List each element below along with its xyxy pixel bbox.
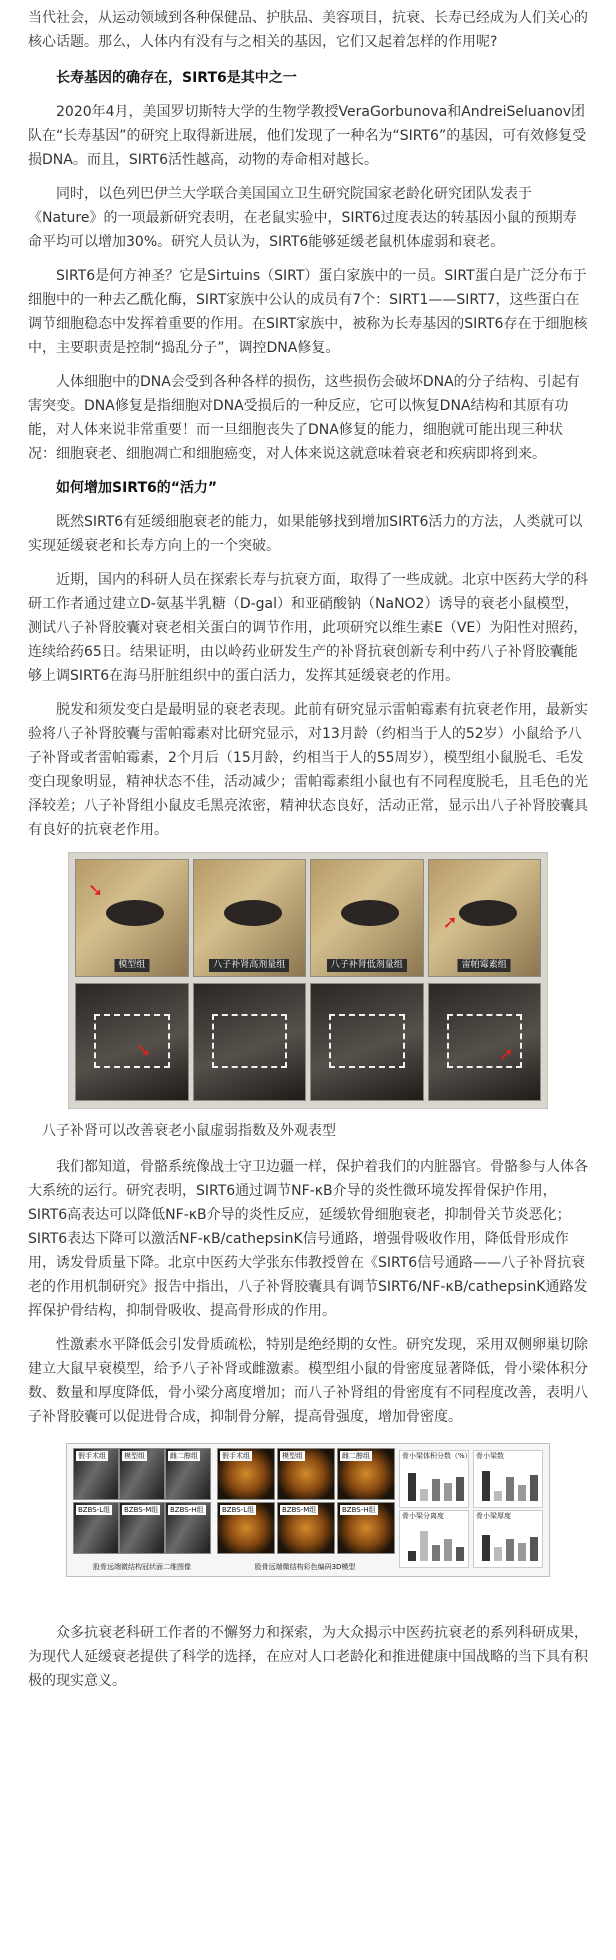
figure-caption: 八子补肾可以改善衰老小鼠虚弱指数及外观表型 (42, 1123, 336, 1139)
microct-tile (337, 1502, 395, 1554)
tile-label: 模型组 (282, 1452, 303, 1460)
bar-chart-grid (399, 1448, 543, 1572)
xray-tile (73, 1502, 119, 1554)
arrow-icon: ➚ (498, 1044, 514, 1065)
tile-label: 假手术组 (222, 1452, 250, 1460)
dashed-region (212, 1014, 288, 1068)
bar (518, 1543, 526, 1561)
bar (444, 1539, 452, 1561)
arrow-icon: ➚ (442, 912, 458, 933)
bar (408, 1473, 416, 1501)
xray-image-grid (73, 1448, 211, 1572)
photo-panel (75, 859, 189, 977)
mouse-image (341, 900, 399, 926)
xray-tile (119, 1448, 165, 1500)
bar (530, 1537, 538, 1561)
arrow-icon: ➘ (136, 1040, 152, 1061)
photo-panel (193, 859, 307, 977)
bar-panel (399, 1450, 472, 1508)
closeup-panel (428, 983, 542, 1101)
bar-panel-title: 骨小梁数 (476, 1452, 504, 1460)
tile-label: BZBS-H组 (342, 1506, 376, 1514)
mouse-image (459, 900, 517, 926)
tile-label: 假手术组 (78, 1452, 106, 1460)
tile-label: BZBS-M组 (282, 1506, 317, 1514)
panel-label: 八子补肾低剂量组 (327, 959, 407, 972)
xray-caption: 股骨远端微结构冠状面二维图像 (93, 1563, 191, 1571)
bar (506, 1539, 514, 1561)
bar (518, 1485, 526, 1501)
bar (494, 1491, 502, 1501)
arrow-icon: ➘ (88, 880, 104, 901)
bar (482, 1535, 490, 1561)
mouse-image (224, 900, 282, 926)
section-heading-1: 长寿基因的确存在，SIRT6是其中之一 (56, 70, 297, 86)
paragraph-1: 2020年4月，美国罗切斯特大学的生物学教授VeraGorbunova和AndreiSeluanov团队在“长寿基因”的研究上取得新进展，他们发现了一种名为“SIRT6”的基因，可有效修复受损DNA。而且，SIRT6活性越高，动物的寿命相对越长。 (28, 104, 587, 168)
xray-tile (165, 1448, 211, 1500)
microct-tile (337, 1448, 395, 1500)
bar (408, 1551, 416, 1561)
microct-tile (217, 1502, 275, 1554)
paragraph-5: 既然SIRT6有延缓细胞衰老的能力，如果能够找到增加SIRT6活力的方法，人类就可以实现延缓衰老和长寿方向上的一个突破。 (28, 514, 583, 554)
bar (494, 1547, 502, 1561)
closeup-panel (310, 983, 424, 1101)
bar-panel (399, 1510, 469, 1568)
bar (432, 1545, 440, 1561)
bar-panel-title: 骨小梁体积分数（%） (402, 1452, 472, 1460)
bar (482, 1471, 490, 1501)
section-heading-2: 如何增加SIRT6的“活力” (56, 480, 218, 496)
bar (420, 1531, 428, 1561)
tile-label: BZBS-M组 (124, 1506, 159, 1514)
bar (506, 1477, 514, 1501)
bar (456, 1547, 464, 1561)
photo-panel (428, 859, 542, 977)
bone-structure-figure (66, 1443, 550, 1577)
paragraph-2: 同时，以色列巴伊兰大学联合美国国立卫生研究院国家老龄化研究团队发表于《Nature》的一项最新研究表明，在老鼠实验中，SIRT6过度表达的转基因小鼠的预期寿命平均可以增加30%。研究人员认为，SIRT6能够延缓老鼠机体虚弱和衰老。 (28, 186, 577, 250)
micro-ct-grid (217, 1448, 393, 1572)
microct-caption: 股骨远端微结构彩色编码3D模型 (254, 1563, 356, 1571)
paragraph-4: 人体细胞中的DNA会受到各种各样的损伤，这些损伤会破坏DNA的分子结构、引起有害突变。DNA修复是指细胞对DNA受损后的一种反应，它可以恢复DNA结构和其原有功能，对人体来说非常重要！而一旦细胞丧失了DNA修复的能力，细胞就可能出现三种状况：细胞衰老、细胞凋亡和细胞癌变，对人体来说这就意味着衰老和疾病即将到来。 (28, 374, 580, 462)
tile-label: BZBS-H组 (170, 1506, 204, 1514)
panel-label: 八子补肾高剂量组 (209, 959, 289, 972)
microct-tile (277, 1448, 335, 1500)
photo-panel (310, 859, 424, 977)
dashed-region (329, 1014, 405, 1068)
paragraph-9: 性激素水平降低会引发骨质疏松，特别是绝经期的女性。研究发现，采用双侧卵巢切除建立大鼠早衰模型，给予八子补肾或雌激素。模型组小鼠的骨密度显著降低，骨小梁体积分数、数量和厚度降低，骨小梁分离度增加；而八子补肾组的骨密度有不同程度改善，表明八子补肾胶囊可以促进骨合成，抑制骨分解，提高骨强度，增加骨密度。 (28, 1337, 588, 1425)
bar-panel (473, 1450, 543, 1508)
bar (432, 1479, 440, 1501)
paragraph-8: 我们都知道，骨骼系统像战士守卫边疆一样，保护着我们的内脏器官。骨骼参与人体各大系统的运行。研究表明，SIRT6通过调节NF-κB介导的炎性微环境发挥骨保护作用，SIRT6高表达可以降低NF-κB介导的炎性反应，延缓软骨细胞衰老，抑制骨关节炎恶化；SIRT6表达下降可以激活NF-κB/cathepsinK信号通路，增强骨吸收作用，降低骨形成作用，诱发骨质量下降。北京中医药大学张东伟教授曾在《SIRT6信号通路——八子补肾抗衰老的作用机制研究》报告中指出，八子补肾胶囊具有调节SIRT6/NF-κB/cathepsinK通路发挥保护骨结构，抑制骨吸收、提高骨形成的作用。 (28, 1159, 588, 1319)
bar (530, 1475, 538, 1501)
closeup-panel (75, 983, 189, 1101)
panel-label: 模型组 (114, 959, 149, 972)
mouse-phenotype-figure (68, 852, 548, 1109)
panel-label: 雷帕霉素组 (458, 959, 511, 972)
figure-top-row (75, 859, 541, 977)
intro-paragraph: 当代社会，从运动领域到各种保健品、护肤品、美容项目，抗衰、长寿已经成为人们关心的核心话题。那么，人体内有没有与之相关的基因，它们又起着怎样的作用呢? (28, 10, 588, 50)
tile-label: BZBS-L组 (222, 1506, 255, 1514)
figure-bottom-row (75, 983, 541, 1101)
xray-tile (119, 1502, 165, 1554)
tile-label: 雌二醇组 (170, 1452, 198, 1460)
paragraph-7: 脱发和须发变白是最明显的衰老表现。此前有研究显示雷帕霉素有抗衰老作用，最新实验将八子补肾胶囊与雷帕霉素对比研究显示，对13月龄（约相当于人的52岁）小鼠给予八子补肾或者雷帕霉素，2个月后（15月龄，约相当于人的55周岁），模型组小鼠脱毛、毛发变白现象明显，精神状态不佳，活动减少；雷帕霉素组小鼠也有不同程度脱毛，且毛色的光泽较差；八子补肾组小鼠皮毛黑亮浓密，精神状态良好，活动正常，显示出八子补肾胶囊具有良好的抗衰老作用。 (28, 702, 588, 838)
closeup-panel (193, 983, 307, 1101)
microct-tile (277, 1502, 335, 1554)
bar-panel (473, 1510, 543, 1568)
bar-panel-title: 骨小梁厚度 (476, 1512, 511, 1520)
bar (456, 1477, 464, 1501)
dashed-region (94, 1014, 170, 1068)
tile-label: 模型组 (124, 1452, 145, 1460)
microct-tile (217, 1448, 275, 1500)
bar (420, 1489, 428, 1501)
bar-panel-title: 骨小梁分离度 (402, 1512, 444, 1520)
tile-label: BZBS-L组 (78, 1506, 111, 1514)
bar (444, 1483, 452, 1501)
paragraph-10: 众多抗衰老科研工作者的不懈努力和探索，为大众揭示中医药抗衰老的系列科研成果，为现代人延缓衰老提供了科学的选择，在应对人口老龄化和推进健康中国战略的当下具有积极的现实意义。 (28, 1625, 588, 1689)
paragraph-6: 近期，国内的科研人员在探索长寿与抗衰方面，取得了一些成就。北京中医药大学的科研工作者通过建立D-氨基半乳糖（D-gal）和亚硝酸钠（NaNO2）诱导的衰老小鼠模型，测试八子补肾胶囊对衰老相关蛋白的调节作用，此项研究以维生素E（VE）为阳性对照药，连续给药65日。结果证明，由以岭药业研发生产的补肾抗衰创新专利中药八子补肾胶囊能够上调SIRT6在海马肝脏组织中的蛋白活力，发挥其延缓衰老的作用。 (28, 572, 588, 684)
paragraph-3: SIRT6是何方神圣？它是Sirtuins（SIRT）蛋白家族中的一员。SIRT蛋白是广泛分布于细胞中的一种去乙酰化酶，SIRT家族中公认的成员有7个：SIRT1——SIRT7，这些蛋白在调节细胞稳态中发挥着重要的作用。在SIRT家族中，被称为长寿基因的SIRT6存在于细胞核中，主要职责是控制“捣乱分子”，调控DNA修复。 (28, 268, 588, 356)
mouse-image (106, 900, 164, 926)
tile-label: 雌二醇组 (342, 1452, 370, 1460)
xray-tile (73, 1448, 119, 1500)
xray-tile (165, 1502, 211, 1554)
